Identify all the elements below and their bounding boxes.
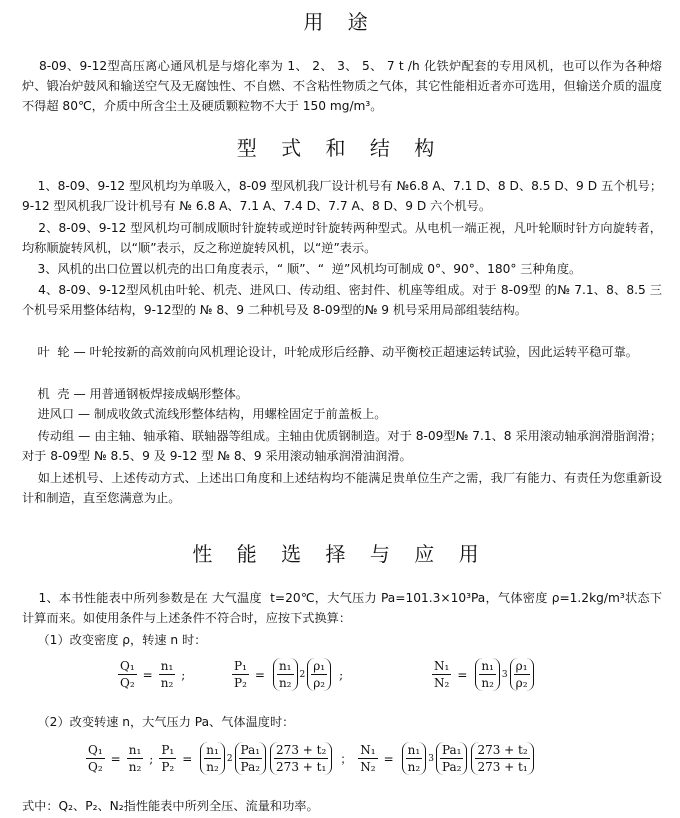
performance-heading: 性 能 选 择 与 应 用 — [192, 542, 488, 566]
structure-paragraph-inlet: 进风口 — 制成收敛式流线形整体结构，用螺栓固定于前盖板上。 — [22, 407, 387, 421]
formula-row-2: $\frac{\text{Q₁}}{\text{Q₂}}$ = $\frac{\text{n₁}}{\text{n₂}}$ ; $\frac{\text{P₁}}{\text{P₂}}$ = $\frac{\text{n₁}}{\text{n₂}}$ 2 $\frac{\text{Pa₁}}{\text{Pa₂}}$ $\frac{\text{273 + t₂}}{\text{273 + t₁}}$ ； $\frac{\text{N₁}}{\text{N₂}}$ = $\frac{\text{n₁}}{\text{n₂}}$ 3 $\frac{\text{Pa₁}}{\text{Pa₂}}$ $\frac{\text{273 + t₂}}{\text{273 + t₁}}$ — [86, 742, 536, 775]
structure-paragraph-1: 1、8-09、9-12 型风机均为单吸入，8-09 型风机我厂设计机号有 №6.8 A、7.1 D、8 D、8.5 D、9 D 五个机号；9-12 型风机我厂设计机号有 № 6.8 A、7.1 A、7.4 D、7.7 A、8 D、9 D 六个机号。 — [22, 179, 663, 213]
case-2-label: （2）改变转速 n，大气压力 Pa、气体温度时： — [22, 715, 295, 729]
usage-paragraph: 8-09、9-12型高压离心通风机是与熔化率为 1、 2、 3、 5、 7 t /h 化铁炉配套的专用风机，也可以作为各种熔炉、锻冶炉鼓风和输送空气及无腐蚀性、不自燃、不含粘性物质之气体，其它性能相近者亦可选用，但输送介质的温度不得超 80℃，介质中所含尘土及硬质颗粒物不大于 150 mg/m³。 — [22, 59, 662, 113]
structure-heading: 型 式 和 结 构 — [236, 136, 444, 160]
case-1-label: （1）改变密度 ρ，转速 n 时： — [22, 633, 207, 647]
structure-paragraph-custom: 如上述机号、上述传动方式、上述出口角度和上述结构均不能满足贵单位生产之需，我厂有能力、有责任为您重新设计和制造，直至您满意为止。 — [22, 471, 663, 505]
structure-paragraph-drive: 传动组 — 由主轴、轴承箱、联轴器等组成。主轴由优质钢制造。对于 8-09型№ 7.1、8 采用滚动轴承润滑脂润滑；对于 8-09型 № 8.5、9 及 9-12 型 № 8、9 采用滚动轴承润滑油润滑。 — [22, 429, 663, 463]
structure-paragraph-2: 2、8-09、9-12 型风机均可制成顺时针旋转或逆时针旋转两种型式。从电机一端正视，凡叶轮顺时针方向旋转者，均称顺旋转风机，以“顺”表示，反之称逆旋转风机，以“逆”表示。 — [22, 221, 662, 255]
performance-paragraph: 1、本书性能表中所列参数是在 大气温度 t=20℃，大气压力 Pa=101.3×10³Pa，气体密度 ρ=1.2kg/m³状态下计算而来。如使用条件与上述条件不符合时，应按下式换算： — [22, 591, 663, 625]
formula-power-ratio-1: $\frac{\text{N₁}}{\text{N₂}}$ = $\frac{\text{n₁}}{\text{n₂}}$ 3 $\frac{\text{ρ₁}}{\text{ρ₂}}$ — [432, 658, 536, 691]
structure-paragraph-3: 3、风机的出口位置以机壳的出口角度表示，“ 顺”、“ 逆”风机均可制成 0°、90°、180° 三种角度。 — [22, 262, 582, 276]
formula-pressure-ratio-1: $\frac{\text{P₁}}{\text{P₂}}$ = $\frac{\text{n₁}}{\text{n₂}}$ 2 $\frac{\text{ρ₁}}{\text{ρ₂}}$ ; — [234, 659, 344, 690]
formula-flow-ratio-1: $\frac{\text{Q₁}}{\text{Q₂}}$ = $\frac{\text{n₁}}{\text{n₂}}$ ; — [120, 659, 186, 690]
structure-paragraph-impeller: 叶 轮 — 叶轮按新的高效前向风机理论设计，叶轮成形后经静、动平衡校正超速运转试验，因此运转平稳可靠。 — [22, 345, 638, 359]
structure-paragraph-4: 4、8-09、9-12型风机由叶轮、机壳、进风口、传动组、密封件、机座等组成。对于 8-09型 的№ 7.1、8、8.5 三个机号采用整体结构，9-12型的 № 8、9 二种机号及 8-09型的№ 9 机号采用局部组装结构。 — [22, 283, 662, 317]
footnote: 式中：Q₂、P₂、N₂指性能表中所列全压、流量和功率。 — [22, 799, 319, 813]
structure-paragraph-casing: 机 壳 — 用普通钢板焊接成蜗形整体。 — [22, 387, 248, 401]
usage-heading: 用 途 — [303, 10, 377, 34]
